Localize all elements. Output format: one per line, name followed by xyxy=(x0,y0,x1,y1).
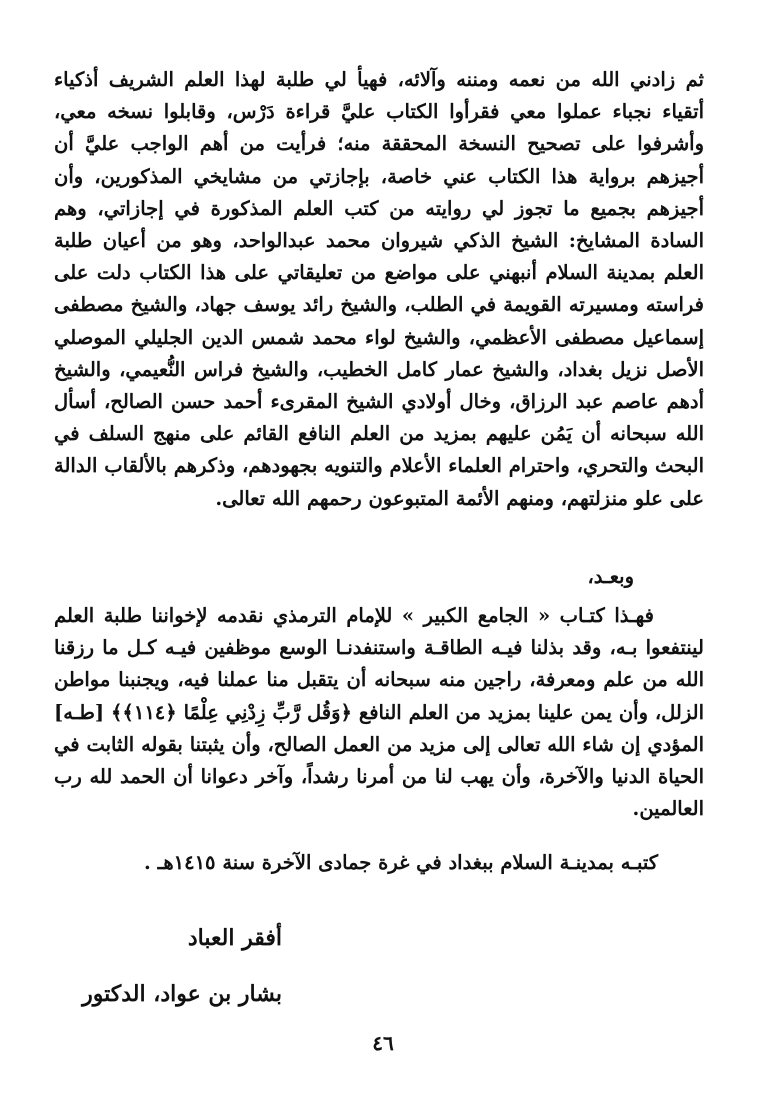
paragraph-introduction: فهـذا كتـاب « الجامع الكبير » للإمام الترمذي نقدمه لإخواننا طلبة العلم لينتفعوا بـه، وقد بذلنا فيـه الطاقـة واستنفدنـا الوسع موظفين فيـه كـل ما رزقنا الله من علم ومعرفة، راجين منه سبحانه أن يتقبل منا عملنا فيه، ويجنبنا مواطن الزلل، وأن يمن علينا بمزيد من العلم النافع ﴿وَقُل رَّبِّ زِدْنِي عِلْمًا ﴿١١٤﴾﴾ [طـه] المؤدي إن شاء الله تعالى إلى مزيد من العمل الصالح، وأن يثبتنا بقوله الثابت في الحياة الدنيا والآخرة، وأن يهب لنا من أمرنا رشداً، وآخر دعوانا أن الحمد لله رب العالمين. xyxy=(54,604,704,821)
signature-name: بشار بن عواد، الدكتور xyxy=(82,981,282,1007)
wabaad-heading: وبعـد، xyxy=(587,565,634,588)
paragraph-ijaza: ثم زادني الله من نعمه ومننه وآلائه، فهيأ لي طلبة لهذا العلم الشريف أذكياء أتقياء نجباء عملوا معي فقرأوا الكتاب عليَّ قراءة دَرْس، وقابلوا نسخه معي، وأشرفوا على تصحيح النسخة المحققة منه؛ فرأيت من أهم الواجب عليَّ أن أجيزهم برواية هذا الكتاب عني خاصة، بإجازتي من مشايخي المذكورين، وأن أجيزهم بجميع ما تجوز لي روايته من كتب العلم المذكورة في إجازاتي، وهم السادة المشايخ: الشيخ الذكي شيروان محمد عبدالواحد، وهو من أعيان طلبة العلم بمدينة السلام أنبهني على مواضع من تعليقاتي على هذا الكتاب دلت على فراسته ومسيرته القويمة في الطلب، والشيخ رائد يوسف جهاد، والشيخ مصطفى إسماعيل مصطفى الأعظمي، والشيخ لواء محمد شمس الدين الجليلي الموصلي الأصل نزيل بغداد، والشيخ عمار كامل الخطيب، والشيخ فراس النُّعيمي، والشيخ أدهم عاصم عبد الرزاق، وخال أولادي الشيخ المقرىء أحمد حسن الصالح، أسأل الله سبحانه أن يَمُن عليهم بمزيد من العلم النافع القائم على منهج السلف في البحث والتحري، واحترام العلماء الأعلام والتنويه بجهودهم، وذكرهم بالألقاب الدالة على علو منزلتهم، ومنهم الأئمة المتبوعون رحمهم الله تعالى. xyxy=(54,68,704,510)
signature-title: أفقر العباد xyxy=(187,925,282,951)
date-line: كتبـه بمدينـة السلام ببغداد في غرة جمادى الآخرة سنة ١٤١٥هـ . xyxy=(144,851,658,874)
page-number: ٤٦ xyxy=(372,1031,394,1055)
